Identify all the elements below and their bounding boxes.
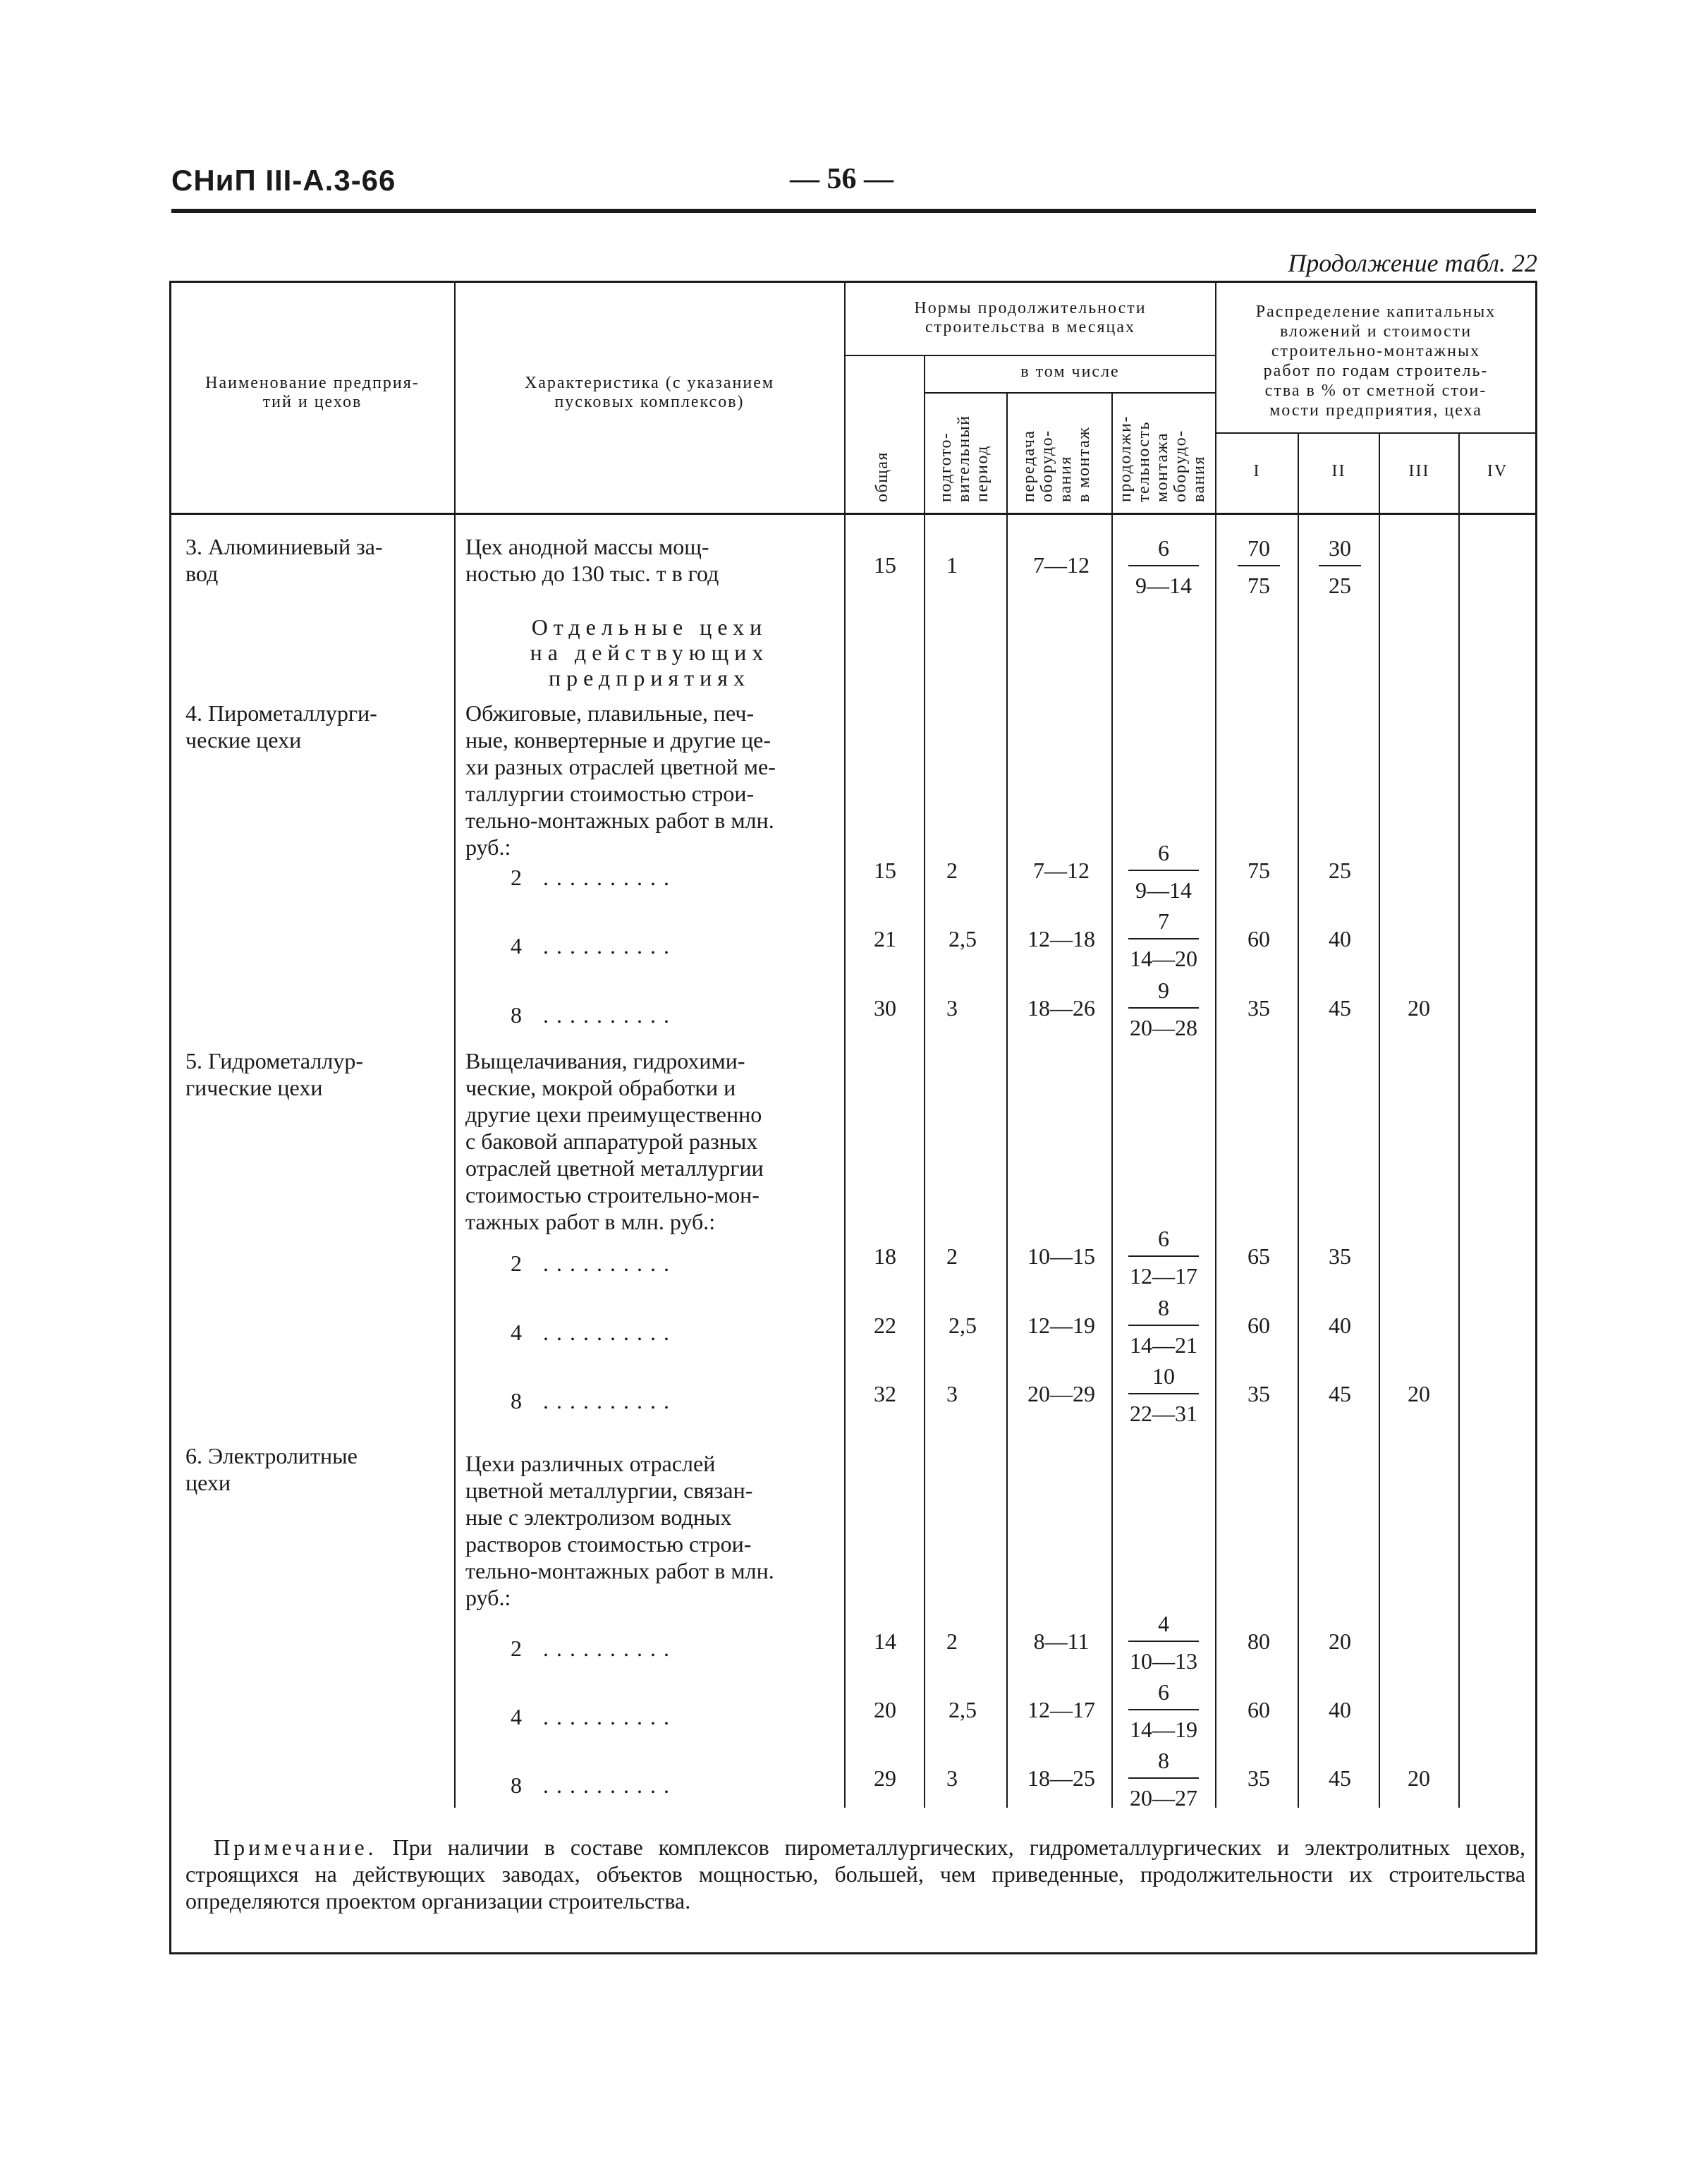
leader-dots: .......... [543,1636,677,1661]
header-year-1: I [1253,462,1261,480]
install-bottom: 14—21 [1130,1332,1197,1358]
total-value: 21 [874,926,896,951]
leader-dots: .......... [543,1002,677,1028]
fraction-bar [1319,565,1361,566]
install-top: 4 [1158,1611,1169,1636]
group-description-hydrometallurgical: Выщелачивания, гидрохими- ческие, мокрой обработки и другие цехи преимущественно с баковой аппаратурой разных отраслей цветной металлургии стоимостью строительно-мон- тажных работ в млн. руб.: [465,1048,764,1234]
col-divider-year1 [1298,432,1299,1808]
note-label: Примечание. [214,1835,377,1860]
year1-bottom: 75 [1248,573,1270,598]
handover-value: 10—15 [1027,1243,1095,1269]
prep-value: 2 [946,1243,958,1269]
prep-value: 1 [946,552,958,578]
total-value: 15 [874,858,896,883]
header-install-duration: продолжи- тельность монтажа оборудо- вания [1116,415,1208,502]
size-value: 8 [511,1002,522,1028]
document-code: СНиП III-А.3-66 [171,164,396,197]
year1-top: 70 [1248,535,1270,561]
col-divider-total [924,355,925,1808]
group-name-hydrometallurgical: 5. Гидрометаллур- гические цехи [185,1048,363,1100]
total-value: 29 [874,1765,896,1791]
prep-value: 2 [946,1629,958,1654]
install-top: 9 [1158,978,1169,1003]
distribution-subrule [1215,432,1537,434]
year1-value: 65 [1248,1243,1270,1269]
leader-dots: .......... [543,933,677,959]
fraction-bar [1128,1255,1199,1257]
total-value: 20 [874,1697,896,1722]
year3-value: 20 [1408,1765,1430,1791]
header-name: Наименование предприя- тий и цехов [205,374,420,411]
group-name-aluminium: 3. Алюминиевый за- вод [185,534,383,586]
page-number: — 56 — [790,163,893,195]
year2-value: 45 [1329,1381,1351,1406]
year1-value: 60 [1248,1313,1270,1338]
fraction-bar [1128,938,1199,939]
header-preparatory: подгото- вительный период [937,415,992,502]
group-name-electrolytic: 6. Электролитные цехи [185,1443,358,1495]
fraction-bar [1128,565,1199,566]
table-bottom-rule [169,1952,1537,1954]
install-fraction [1121,1294,1206,1358]
total-value: 14 [874,1629,896,1654]
install-top: 6 [1158,1679,1169,1705]
total-value: 15 [874,552,896,578]
leader-dots: .......... [543,1772,677,1798]
fraction-bar [1128,1325,1199,1326]
header-including: в том числе [1020,363,1120,381]
year2-top: 30 [1329,535,1351,561]
install-fraction [1121,1679,1206,1743]
year2-value: 40 [1329,1313,1351,1338]
leader-dots: .......... [543,1251,677,1276]
header-rule [171,209,1536,213]
fraction-bar [1128,1641,1199,1642]
install-top: 8 [1158,1295,1169,1320]
year1-value: 35 [1248,1765,1270,1791]
handover-value: 12—19 [1027,1313,1095,1338]
note-text: При наличии в составе комплексов пирометаллургических, гидрометаллургических и электролитных цехов, строящихся на действующих заводах, объектов мощностью, большей, чем приведенные, продолжительности их строительства определяются проектом организации строительства. [185,1835,1526,1913]
header-distribution: Распределение капитальных вложений и стоимости строительно-монтажных работ по годам строитель- ства в % от сметной стои- мости предприятия, цеха [1255,303,1496,420]
size-value: 4 [511,1704,522,1729]
group-description-aluminium: Цех анодной массы мощ- ностью до 130 тыс. т в год [465,534,719,586]
install-bottom: 9—14 [1135,573,1192,598]
header-handover: передача оборудо- вания в монтаж [1020,426,1093,502]
size-value: 8 [511,1388,522,1413]
handover-value: 7—12 [1033,858,1090,883]
header-bottom-rule [169,513,1537,515]
total-value: 30 [874,995,896,1021]
table-left-rule [169,281,171,1954]
fraction-bar [1238,565,1280,566]
install-bottom: 9—14 [1135,877,1192,903]
year2-fraction [1312,535,1368,599]
table-note [185,1834,1525,1914]
group-name-pyrometallurgical: 4. Пирометаллурги- ческие цехи [185,700,377,753]
header-year-2: II [1331,462,1346,480]
leader-dots: .......... [543,1388,677,1413]
install-fraction [1121,535,1206,599]
install-top: 6 [1158,1226,1169,1251]
prep-value: 3 [946,995,958,1021]
year1-value: 35 [1248,1381,1270,1406]
prep-value: 3 [946,1765,958,1791]
total-value: 22 [874,1313,896,1338]
table-top-rule [169,281,1537,283]
size-value: 2 [511,865,522,890]
leader-dots: .......... [543,1320,677,1345]
year2-value: 25 [1329,858,1351,883]
install-bottom: 14—19 [1130,1717,1197,1742]
fraction-bar [1128,1777,1199,1779]
year2-value: 20 [1329,1629,1351,1654]
install-top: 6 [1158,840,1169,865]
size-value: 4 [511,933,522,959]
norms-subrule [844,355,1215,356]
install-fraction [1121,1610,1206,1674]
install-top: 8 [1158,1748,1169,1773]
year3-value: 20 [1408,995,1430,1021]
handover-value: 7—12 [1033,552,1090,578]
size-value: 8 [511,1772,522,1798]
leader-dots: .......... [543,865,677,890]
header-characteristic: Характеристика (с указанием пусковых комплексов) [524,374,775,411]
group-description-pyrometallurgical: Обжиговые, плавильные, печ- ные, конвертерные и другие це- хи разных отраслей цветной ме- таллургии стоимостью строи- тельно-монтажных работ в млн. руб.: [465,700,776,860]
install-bottom: 20—28 [1130,1015,1197,1040]
install-fraction [1121,839,1206,903]
year1-value: 60 [1248,1697,1270,1722]
install-fraction [1121,1225,1206,1289]
fraction-bar [1128,870,1199,871]
year2-bottom: 25 [1329,573,1351,598]
prep-value: 2 [946,858,958,883]
prep-value: 2,5 [948,926,977,951]
year1-fraction [1231,535,1287,599]
fraction-bar [1128,1007,1199,1009]
col-divider-install [1215,281,1216,1808]
total-value: 18 [874,1243,896,1269]
table-right-rule [1535,281,1537,1954]
year1-value: 60 [1248,926,1270,951]
fraction-bar [1128,1709,1199,1710]
size-value: 2 [511,1636,522,1661]
col-divider-name [454,281,456,1808]
prep-value: 2,5 [948,1697,977,1722]
section-heading: Отдельные цехи на действующих предприятиях [530,614,769,690]
install-top: 10 [1152,1363,1175,1389]
year3-value: 20 [1408,1381,1430,1406]
year2-value: 45 [1329,995,1351,1021]
install-bottom: 12—17 [1130,1263,1197,1289]
fraction-bar [1128,1393,1199,1394]
group-description-electrolytic: Цехи различных отраслей цветной металлургии, связан- ные с электролизом водных растворов стоимостью строи- тельно-монтажных работ в млн. руб.: [465,1451,774,1610]
col-divider-prep [1006,392,1008,1808]
install-bottom: 14—20 [1130,946,1197,971]
leader-dots: .......... [543,1704,677,1729]
install-fraction [1121,1747,1206,1811]
year2-value: 45 [1329,1765,1351,1791]
handover-value: 18—26 [1027,995,1095,1021]
including-subrule [924,392,1215,394]
install-fraction [1121,977,1206,1041]
col-divider-year3 [1458,432,1460,1808]
install-fraction [1121,1363,1206,1427]
year1-value: 75 [1248,858,1270,883]
install-top: 7 [1158,908,1169,934]
header-norms: Нормы продолжительности строительства в месяцах [914,299,1147,336]
install-bottom: 10—13 [1130,1648,1197,1674]
size-value: 2 [511,1251,522,1276]
year2-value: 40 [1329,926,1351,951]
header-year-4: IV [1487,462,1508,480]
prep-value: 2,5 [948,1313,977,1338]
size-value: 4 [511,1320,522,1345]
year2-value: 40 [1329,1697,1351,1722]
install-bottom: 22—31 [1130,1401,1197,1426]
handover-value: 12—17 [1027,1697,1095,1722]
col-divider-char [844,281,846,1808]
handover-value: 18—25 [1027,1765,1095,1791]
handover-value: 20—29 [1027,1381,1095,1406]
handover-value: 8—11 [1033,1629,1090,1654]
year1-value: 35 [1248,995,1270,1021]
header-year-3: III [1408,462,1430,480]
year1-value: 80 [1248,1629,1270,1654]
col-divider-year2 [1379,432,1380,1808]
install-top: 6 [1158,535,1169,561]
install-fraction [1121,908,1206,972]
prep-value: 3 [946,1381,958,1406]
col-divider-handover [1111,392,1113,1808]
year2-value: 35 [1329,1243,1351,1269]
header-total: общая [873,451,891,502]
install-bottom: 20—27 [1130,1785,1197,1811]
handover-value: 12—18 [1027,926,1095,951]
total-value: 32 [874,1381,896,1406]
continuation-label: Продолжение табл. 22 [1288,249,1537,277]
